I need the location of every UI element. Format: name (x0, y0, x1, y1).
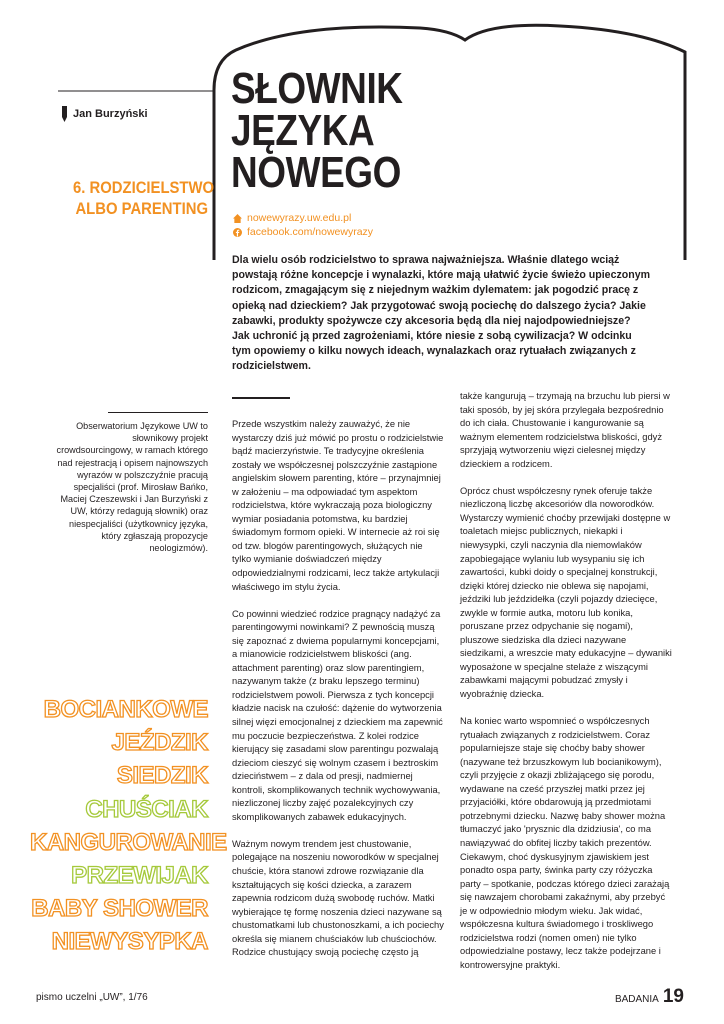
page-title (231, 64, 403, 197)
project-links (233, 211, 373, 239)
facebook-link-row[interactable] (233, 225, 373, 239)
page-number: 19 (662, 986, 684, 1007)
title-line-1: SŁOWNIK (231, 64, 403, 113)
subtitle-line-1: 6. RODZICIELSTWO (73, 179, 215, 197)
website-link[interactable]: nowewyrazy.uw.edu.pl (247, 212, 352, 224)
body-paragraph: Na koniec warto wspomnieć o współczesnych rytuałach związanych z rodzicielstwem. Coraz popularniejsze staje się choćby baby shower (nazywane też brzuszkowym lub bocianikowym), czyli przyjęcie z okazji zbliżającego się porodu, wydawane na cześć przyszłej matki przez jej przyjaciółki, które obdarowują ją przedmiotami potrzebnymi dziecku. Nazwę baby shower można tłumaczyć jako 'prysznic dla dzidziusia', co ma nawiązywać do obfitej liczby takich prezentów. Ciekawym, choć dyskusyjnym zjawiskiem jest ponadto ospa party, świnka party czy różyczka party – spotkanie, podczas którego dzieci zarażają się nawzajem chorobami zakaźnymi, aby przebyć je w odpowiednio młodym wieku. Jak widać, współczesna kultura świadomego i troskliwego rodzicielstwa rodzi (nomen omen) nie tylko odpowiedzialne postawy, lecz także podejrzane i kontrowersyjne praktyki. (460, 716, 670, 970)
section-name: BADANIA (614, 994, 659, 1005)
keyword-item: JEŹDZIK (111, 729, 208, 757)
author-byline (62, 106, 148, 122)
keyword-list (30, 693, 227, 959)
body-paragraph: Przede wszystkim należy zauważyć, że nie wystarczy dziś już mówić po prostu o rodzicielstwie bądź macierzyństwie. Te tradycyjne określenia zostały we współczesnej polszczyźnie zastąpione angielskim słowem parenting, które – przynajmniej w założeniu – ma odpowiadać tym aspektom rodzicielstwa, które wykraczają poza biologiczny wymiar posiadania potomstwa, ku bardziej świadomym formom opieki. W internecie aż roi się od tzw. blogów parentingowych, służących nie tylko wymianie doświadczeń między odpowiedzialnymi rodzicami, lecz także artykulacji właściwego im stylu życia. (232, 419, 444, 592)
title-line-3: NOWEGO (231, 148, 401, 197)
title-line-2: JĘZYKA (231, 106, 375, 155)
facebook-icon (233, 228, 242, 237)
body-paragraph: Co powinni wiedzieć rodzice pragnący nadążyć za parentingowymi nowinkami? Z pewnością muszą się zapoznać z dwiema popularnymi koncepcjami, a mianowicie rodzicielstwem bliskości (ang. attachment parenting) oraz slow parentingiem, nazywanym także (z braku lepszego terminu) rodzicielstwem powoli. Pierwsza z tych koncepcji kładzie nacisk na czułość: dążenie do wytworzenia silnej więzi emocjonalnej z dzieckiem ma zapewnić mu poczucie bezpieczeństwa. Z kolei rodzice kierujący się zasadami slow parentingu pozwalają dzieciom cieszyć się wolnym czasem i beztroskim dzieciństwem – z dala od presji, nadmiernej kontroli, skomplikowanych technik wychowywania, niezliczonej liczby zajęć pozalekcyjnych czy skomplikowanych zabawek edukacyjnych. (232, 608, 443, 822)
keyword-item: BABY SHOWER (31, 895, 208, 923)
keyword-item: PRZEWIJAK (71, 862, 208, 890)
episode-subtitle (73, 178, 215, 220)
keyword-item: BOCIANKOWE (43, 696, 208, 723)
pen-icon (62, 106, 67, 122)
body-paragraph: Ważnym nowym trendem jest chustowanie, polegające na noszeniu noworodków w specjalnej chuście, która stanowi zdrowe rozwiązanie dla kształtujących się kości dziecka, a zarazem zapewnia rodzicom dużą swobodę ruchów. Matki wybierające tę formę noszenia dzieci nazywane są chustomatkami lub chustonoszkami, a ich pociechy określa się mianem chuściaków lub chuściochów. Rodzice chustujący swoją pociechę często ją (232, 838, 444, 958)
home-icon (233, 214, 242, 223)
body-paragraph: także kangurują – trzymają na brzuchu lub piersi w taki sposób, by jej skóra przylegała bezpośrednio do ich ciała. Chustowanie i kangurowanie są ważnym elementem rodzicielstwa bliskości, gdyż sprzyjają wytworzeniu więzi cielesnej między dzieckiem a rodzicem. (460, 391, 670, 469)
body-column-1 (232, 418, 444, 960)
observatory-note: Obserwatorium Językowe UW to słownikowy projekt crowdsourcingowy, w ramach którego nad rejestracją i opisem najnowszych wyrazów w polszczyźnie pracują specjaliści (prof. Mirosław Bańko, Maciej Czeszewski i Jan Burzyński z UW, którzy redagują słownik) oraz niespecjaliści (użytkownicy języka, który zgłaszają propozycje neologizmów). (56, 421, 208, 554)
facebook-link[interactable]: facebook.com/nowewyrazy (247, 226, 374, 238)
keyword-item: KANGUROWANIE (30, 828, 227, 856)
footer-journal: pismo uczelni „UW”, 1/76 (36, 992, 148, 1003)
observatory-divider (108, 412, 208, 413)
author-name: Jan Burzyński (73, 108, 148, 120)
website-link-row[interactable] (233, 211, 373, 225)
keyword-item: NIEWYSYPKA (51, 928, 208, 956)
column-divider (232, 397, 290, 399)
keyword-item: SIEDZIK (116, 762, 208, 790)
body-paragraph: Oprócz chust współczesny rynek oferuje także niezliczoną liczbę akcesoriów dla noworodków. Wystarczy wymienić choćby przewijaki dostępne w toaletach miejsc publicznych, niekapki i niewysypki, czyli naczynia dla niemowlaków zapobiegające wylaniu lub wysypaniu się ich zawartości, kubki doidy o specjalnej konstrukcji, dzięki której dziecko nie oblewa się napojami, jeździki lub jeździdełka (czyli pojazdy dziecięce, zwykle w formie autka, motoru lub konika, poruszane przez odpychanie się nogami), pluszowe siedziska dla dzieci nazywane siedzikami, a wreszcie maty edukacyjne – dywaniki wyposażone w specjalne stelaże z wiszącymi zabawkami mającymi pobudzać zmysły i wyobraźnię dziecka. (460, 485, 672, 699)
subtitle-line-2: ALBO PARENTING (75, 200, 209, 218)
keyword-item: CHUŚCIAK (85, 795, 208, 823)
lead-paragraph: Dla wielu osób rodzicielstwo to sprawa najważniejsza. Właśnie dlatego wciąż powstają różne koncepcje i wynalazki, które mają ułatwić życie świeżo upieczonym rodzicom, zmagającym się z niejednym ważkim dylematem: jak pogodzić pracę z opieką nad dzieckiem? Jak przygotować swoją pociechę do dalszego życia? Jakie zabawki, produkty spożywcze czy akcesoria będą dla niej najodpowiedniejsze? Jak uchronić ją przed zagrożeniami, które niesie z sobą cywilizacja? W odcinku tym opowiemy o kilku nowych ideach, wynalazkach oraz rytuałach związanych z rodzicielstwem. (232, 254, 651, 373)
footer-section (615, 986, 684, 1008)
body-column-2 (460, 390, 672, 972)
